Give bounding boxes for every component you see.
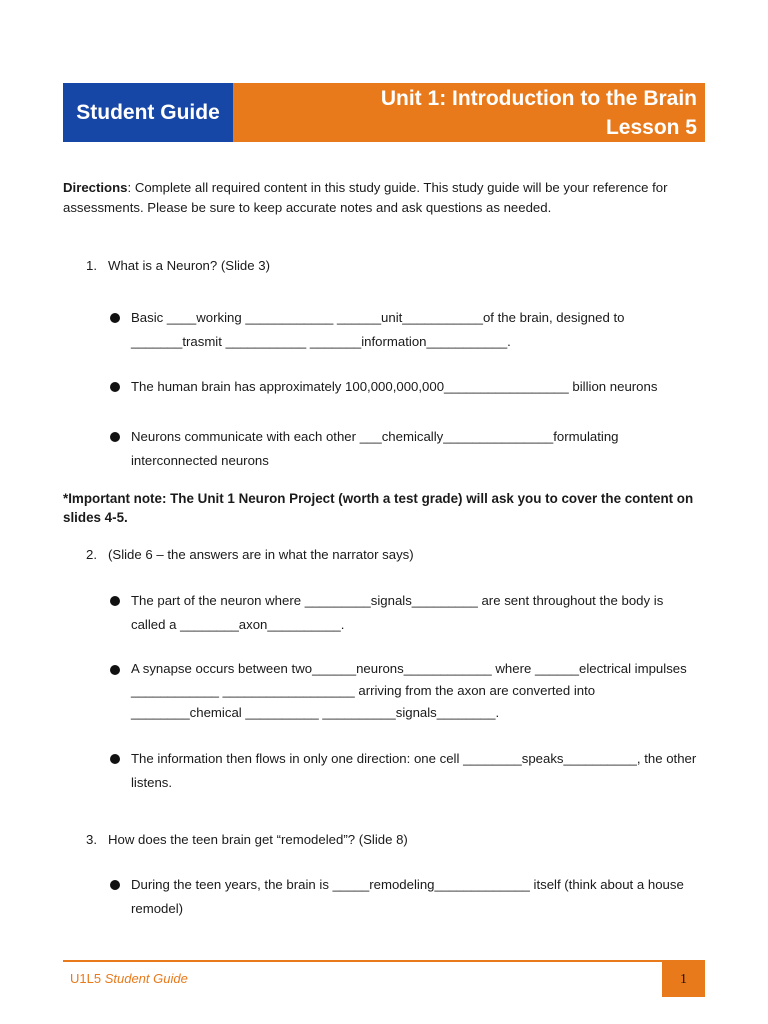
bullet-icon [110, 880, 120, 890]
list-item [108, 658, 698, 724]
important-note: *Important note: The Unit 1 Neuron Project (worth a test grade) will ask you to cover the content on slides 4-5. [63, 491, 694, 525]
list-item [108, 747, 698, 795]
unit-title: Unit 1: Introduction to the Brain [380, 87, 697, 110]
bullet-text: Neurons communicate with each other ___chemically_______________formulating interconnected neurons [131, 429, 619, 468]
document-header [63, 83, 705, 142]
question-text: (Slide 6 – the answers are in what the narrator says) [108, 547, 414, 562]
directions-paragraph [63, 178, 705, 218]
bullet-text: During the teen years, the brain is _____remodeling_____________ itself (think about a house remodel) [131, 877, 684, 916]
bullet-icon [110, 432, 120, 442]
list-item [108, 425, 698, 473]
bullet-icon [110, 754, 120, 764]
bullet-text: The part of the neuron where _________signals_________ are sent throughout the body is called a ________axon__________. [131, 593, 664, 632]
page-number: 1 [662, 962, 705, 997]
lesson-title: Lesson 5 [605, 116, 697, 139]
question-1 [86, 258, 270, 273]
footer-label [70, 971, 188, 986]
question-3 [86, 832, 408, 847]
list-item [108, 375, 698, 399]
header-title-left: Student Guide [63, 83, 233, 142]
header-title-right [233, 83, 705, 142]
bullet-icon [110, 665, 120, 675]
bullet-text: Basic ____working ____________ ______unit___________of the brain, designed to _______trasmit ___________ _______information___________. [131, 310, 625, 349]
footer-divider [63, 960, 705, 962]
list-item [108, 306, 698, 354]
list-item [108, 589, 698, 637]
bullet-icon [110, 596, 120, 606]
footer-code: U1L5 [70, 971, 105, 986]
bullet-text: A synapse occurs between two______neurons____________ where ______electrical impulses ____________ __________________ arriving from the axon are converted into ________chemical __________ __________signals________. [131, 661, 687, 720]
question-number: 3. [86, 832, 97, 847]
directions-text: : Complete all required content in this study guide. This study guide will be your reference for assessments. Please be sure to keep accurate notes and ask questions as needed. [63, 180, 668, 215]
bullet-text: The human brain has approximately 100,000,000,000_________________ billion neurons [131, 379, 658, 394]
question-text: How does the teen brain get “remodeled”? (Slide 8) [108, 832, 408, 847]
bullet-icon [110, 382, 120, 392]
question-number: 1. [86, 258, 97, 273]
question-2 [86, 547, 414, 562]
bullet-icon [110, 313, 120, 323]
question-text: What is a Neuron? (Slide 3) [108, 258, 270, 273]
bullet-text: The information then flows in only one direction: one cell ________speaks__________, the other listens. [131, 751, 697, 790]
directions-label: Directions [63, 180, 128, 195]
footer-guide-label: Student Guide [104, 971, 188, 986]
list-item [108, 873, 698, 921]
question-number: 2. [86, 547, 97, 562]
